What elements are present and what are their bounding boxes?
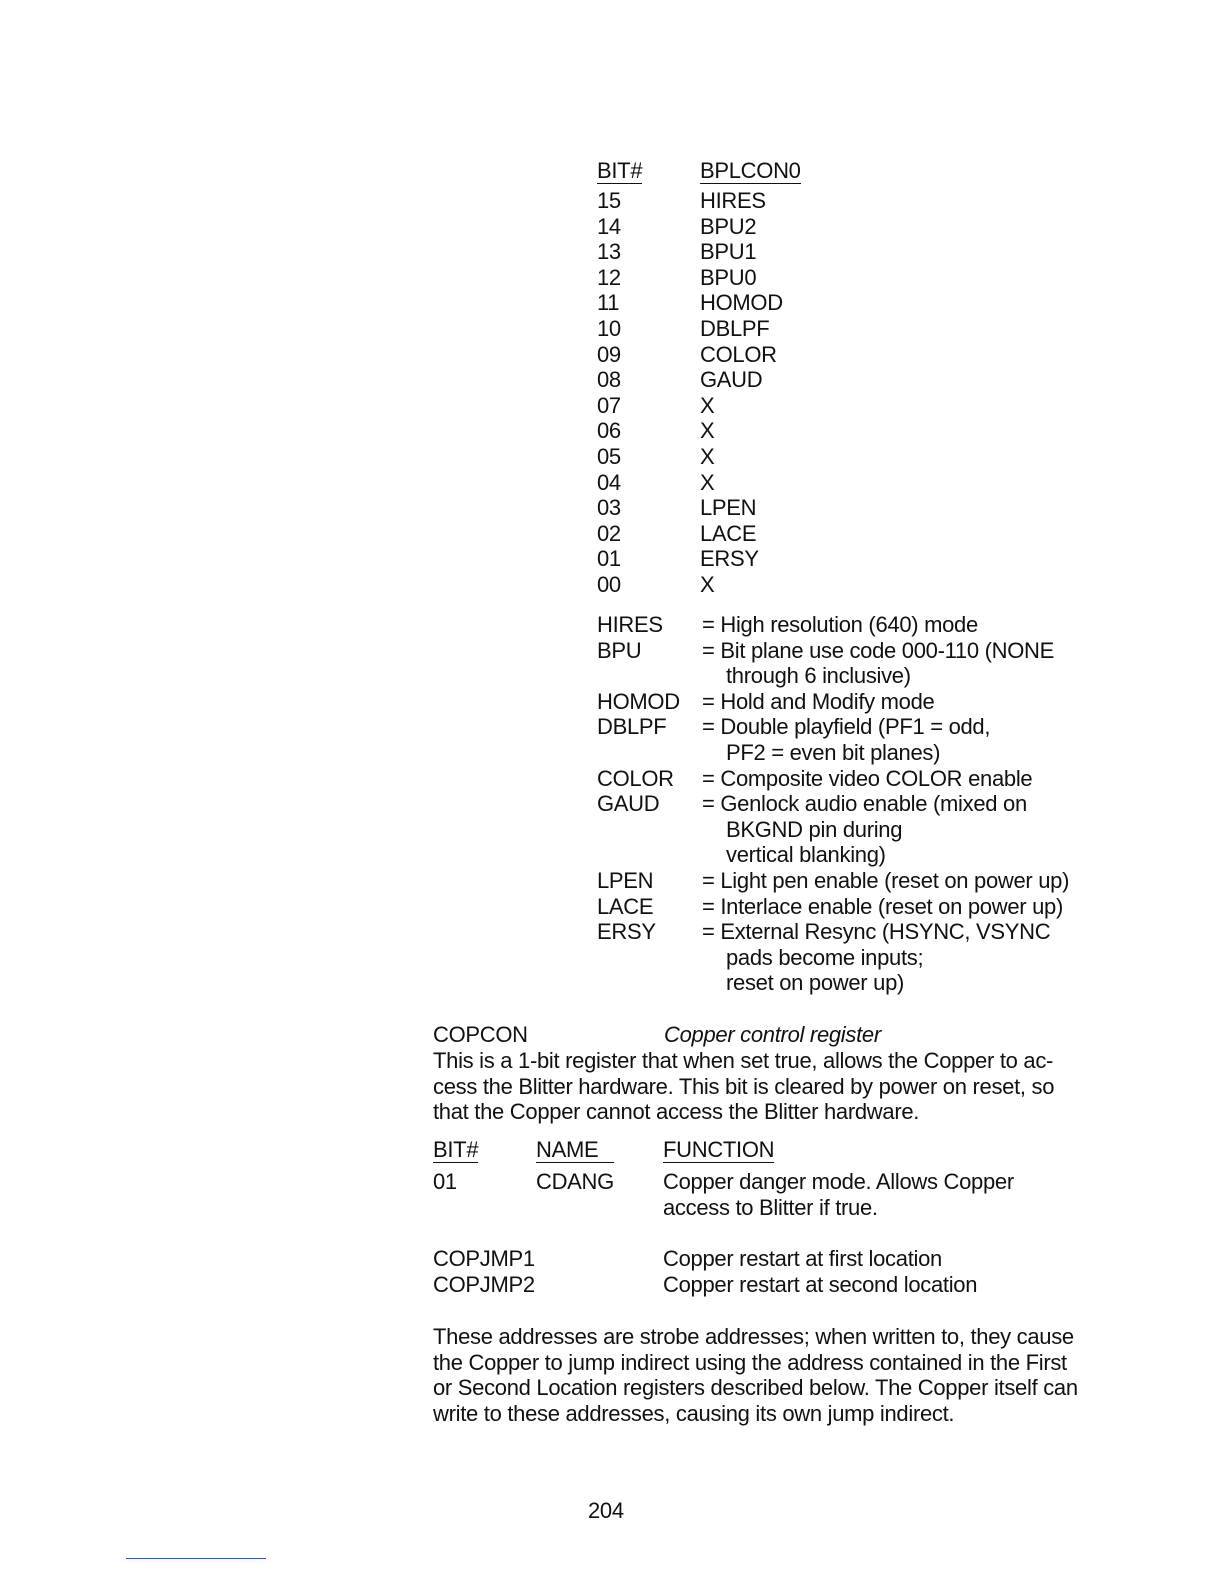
function-line: Copper danger mode. Allows Copper (663, 1169, 1014, 1194)
bit-number: 07 (597, 392, 621, 418)
paragraph-line: that the Copper cannot access the Blitter hardware. (433, 1099, 920, 1125)
bit-name: X (700, 571, 715, 597)
bit-name: DBLPF (700, 315, 770, 341)
definition-terms (597, 612, 680, 945)
definition-desc: = Genlock audio enable (mixed on (702, 791, 1027, 817)
bit-number: 12 (597, 264, 621, 290)
bit-name: HIRES (700, 188, 766, 213)
bplcon0-name-header: BPLCON0 (700, 158, 801, 183)
bit-name: ERSY (700, 546, 759, 572)
bit-name: X (700, 418, 715, 444)
bit-number: 11 (597, 290, 620, 316)
definition-desc-cont: vertical blanking) (726, 842, 886, 868)
bit-number: 15 (597, 188, 621, 213)
bit-name: LACE (700, 520, 757, 546)
bit-number: 03 (597, 495, 621, 521)
bit-name: X (700, 392, 715, 418)
definition-desc: = External Resync (HSYNC, VSYNC (702, 919, 1051, 945)
bplcon0-bit-header: BIT# (597, 158, 643, 183)
bit-number: 10 (597, 315, 621, 341)
definition-desc-cont: BKGND pin during (726, 816, 903, 842)
definition-desc: = Light pen enable (reset on power up) (702, 867, 1070, 893)
bit-number: 01 (597, 546, 621, 572)
copjmp1-name: COPJMP1 (433, 1246, 535, 1271)
paragraph-line: These addresses are strobe addresses; when written to, they cause (433, 1324, 1074, 1349)
copcon-bit-header: BIT# (433, 1137, 479, 1162)
bit-name: COLOR (700, 341, 777, 367)
copcon-row-bit: 01 (433, 1169, 457, 1194)
copcon-name-header: NAME (536, 1137, 614, 1163)
definition-desc-cont: PF2 = even bit planes) (726, 739, 941, 765)
bit-name: X (700, 469, 715, 495)
bit-name: BPU0 (700, 264, 757, 290)
bit-number: 09 (597, 341, 621, 367)
bplcon0-bit-column (597, 188, 621, 598)
page-number: 204 (588, 1498, 624, 1523)
bit-name: X (700, 443, 715, 469)
definition-desc-cont: pads become inputs; (726, 944, 924, 970)
bit-number: 02 (597, 520, 621, 546)
definition-desc: = Hold and Modify mode (702, 688, 935, 714)
copcon-register-name: COPCON (433, 1022, 528, 1047)
bplcon0-name-column (700, 188, 783, 598)
copcon-function-header: FUNCTION (663, 1137, 775, 1162)
definition-descriptions (702, 612, 1069, 996)
definition-desc: = High resolution (640) mode (702, 612, 978, 637)
function-line: access to Blitter if true. (663, 1194, 878, 1220)
definition-term: ERSY (597, 919, 656, 945)
copjmp2-name: COPJMP2 (433, 1272, 535, 1297)
definition-term: HIRES (597, 612, 663, 637)
copcon-register-title: Copper control register (664, 1022, 881, 1047)
footer-rule (126, 1558, 266, 1559)
definition-term: HOMOD (597, 688, 680, 714)
copcon-paragraph (433, 1048, 1054, 1125)
bit-number: 14 (597, 213, 621, 239)
bit-name: BPU1 (700, 239, 757, 265)
paragraph-line: cess the Blitter hardware. This bit is cleared by power on reset, so (433, 1073, 1055, 1099)
copjmp1-desc: Copper restart at first location (663, 1246, 942, 1271)
definition-desc-cont: through 6 inclusive) (726, 663, 911, 689)
copjmp2-desc: Copper restart at second location (663, 1272, 978, 1297)
bit-number: 08 (597, 367, 621, 393)
bit-number: 13 (597, 239, 621, 265)
definition-desc: = Bit plane use code 000-110 (NONE (702, 637, 1054, 663)
copcon-row-name: CDANG (536, 1169, 614, 1194)
definition-term: LACE (597, 893, 654, 919)
paragraph-line: write to these addresses, causing its own jump indirect. (433, 1400, 955, 1426)
paragraph-line: the Copper to jump indirect using the address contained in the First (433, 1349, 1067, 1375)
bit-name: LPEN (700, 495, 757, 521)
bit-number: 04 (597, 469, 621, 495)
definition-desc: = Interlace enable (reset on power up) (702, 893, 1063, 919)
copcon-row-function (663, 1169, 1014, 1220)
definition-desc: = Composite video COLOR enable (702, 765, 1033, 791)
bit-number: 00 (597, 571, 621, 597)
paragraph-line: This is a 1-bit register that when set true, allows the Copper to ac- (433, 1048, 1054, 1073)
copjmp-paragraph (433, 1324, 1078, 1426)
bit-name: BPU2 (700, 213, 757, 239)
definition-desc: = Double playfield (PF1 = odd, (702, 714, 991, 740)
definition-desc-cont: reset on power up) (726, 970, 905, 996)
definition-term: GAUD (597, 791, 660, 817)
definition-term: BPU (597, 637, 642, 663)
bit-number: 06 (597, 418, 621, 444)
paragraph-line: or Second Location registers described below. The Copper itself can (433, 1375, 1078, 1401)
definition-term: DBLPF (597, 714, 667, 740)
definition-term: LPEN (597, 867, 654, 893)
bit-number: 05 (597, 443, 621, 469)
bit-name: HOMOD (700, 290, 783, 316)
definition-term: COLOR (597, 765, 674, 791)
bit-name: GAUD (700, 367, 763, 393)
